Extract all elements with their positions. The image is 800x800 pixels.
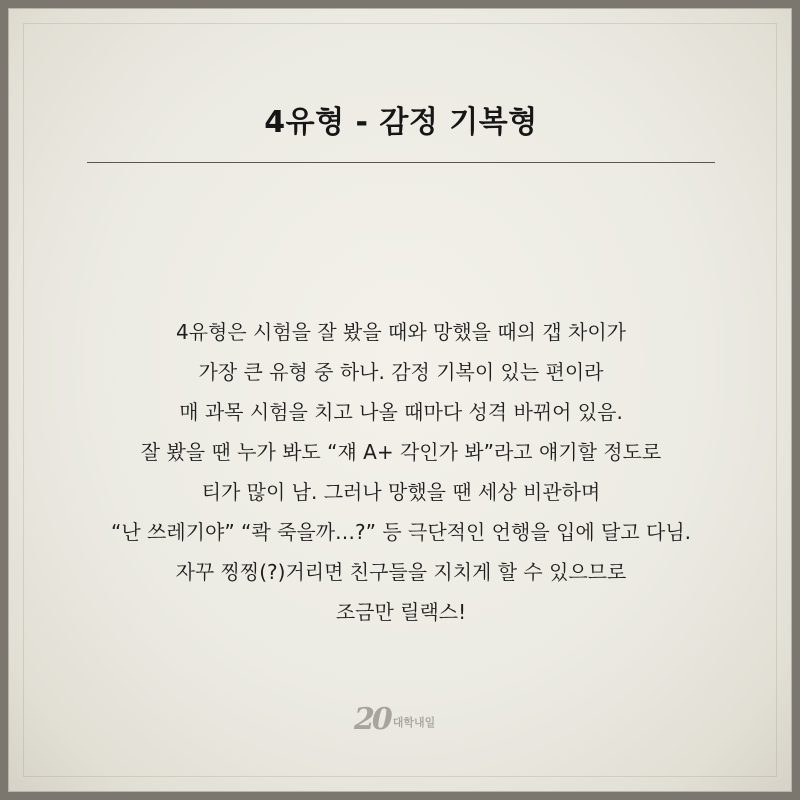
brand-logo [354,702,435,736]
body-line: 4유형은 시험을 잘 봤을 때와 망했을 때의 갭 차이가 [176,320,626,344]
body-line: 티가 많이 남. 그러나 망했을 땐 세상 비관하며 [201,480,601,504]
body-line: 자꾸 찡찡(?)거리면 친구들을 지치게 할 수 있으므로 [175,560,627,584]
body-line: “난 쓰레기야” “콱 죽을까…?” 등 극단적인 언행을 입에 달고 다님. [111,520,691,544]
body-line: 잘 봤을 땐 누가 봐도 “쟤 A+ 각인가 봐”라고 얘기할 정도로 [140,440,662,464]
body-line: 가장 큰 유형 중 하나. 감정 기복이 있는 편이라 [198,360,604,384]
paper-card [8,8,792,792]
title-divider [87,162,715,163]
body-line: 매 과목 시험을 치고 나올 때마다 성격 바뀌어 있음. [179,400,623,424]
logo-text: 대학내일 [392,716,436,729]
body-line: 조금만 릴랙스! [335,600,467,624]
body-paragraph [49,312,753,632]
logo-number: 20 [354,702,390,737]
page-title: 4유형 - 감정 기복형 [264,105,538,140]
